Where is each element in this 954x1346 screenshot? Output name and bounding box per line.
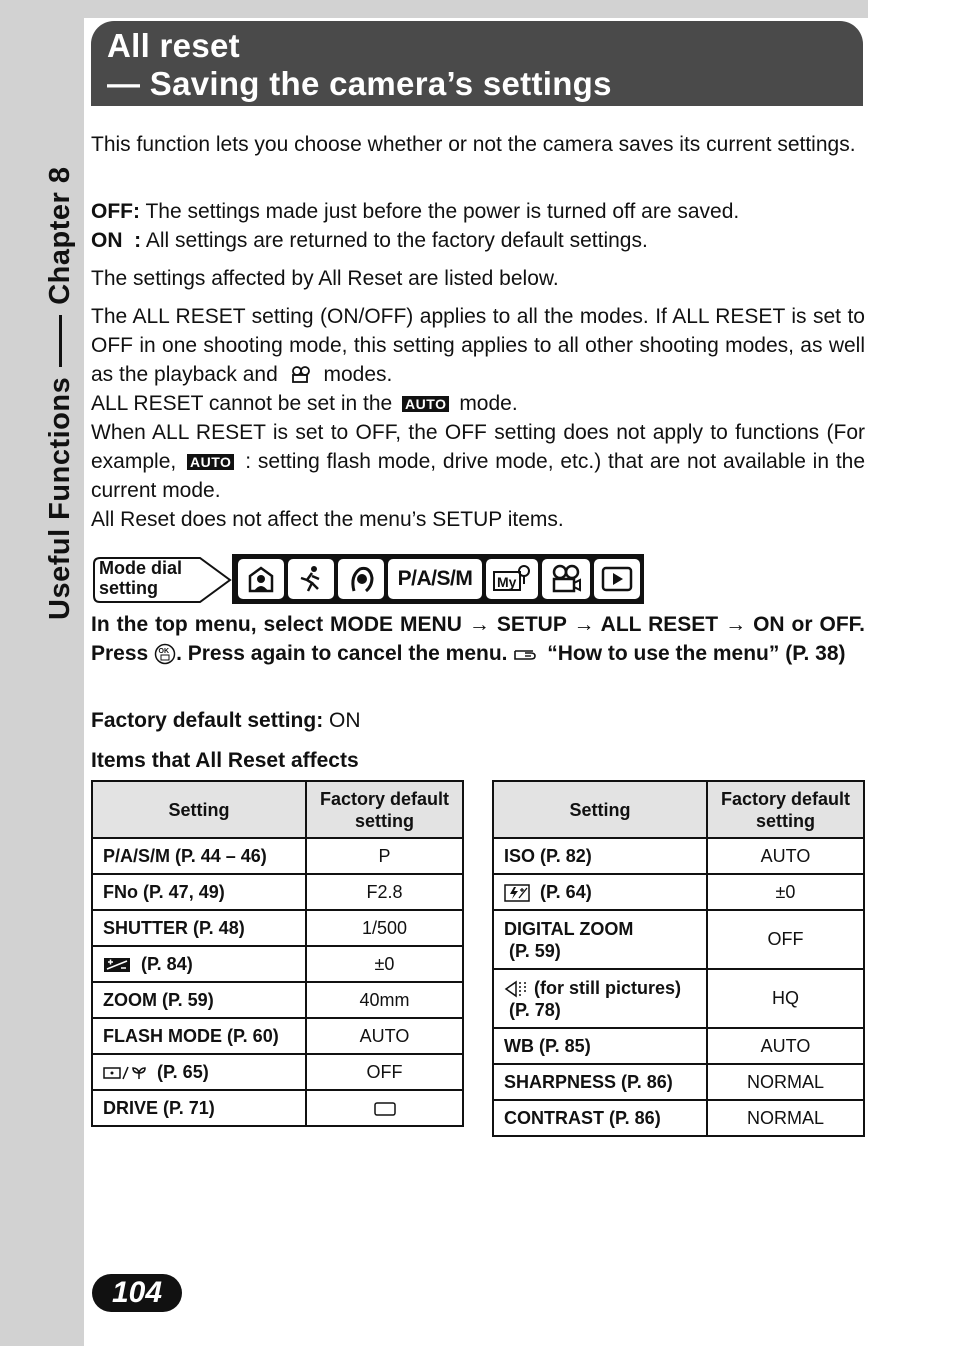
setting-text: (P. 64) (540, 881, 592, 902)
table-row (493, 1100, 864, 1136)
page-number: 104 (92, 1274, 182, 1312)
setting-text: (P. 65) (157, 1061, 209, 1082)
setting-cell: WB (P. 85) (493, 1028, 707, 1064)
value-cell: ±0 (707, 874, 864, 910)
table-row (493, 1064, 864, 1100)
setting-cell: DRIVE (P. 71) (92, 1090, 306, 1126)
note-3-end: : setting flash mode, drive mode, etc.) that are not available in the current mode. (91, 450, 866, 502)
header-factory-l1: Factory default (319, 788, 450, 809)
instr-part6: “How to use the menu” (P. 38) (547, 642, 846, 665)
instr-part4: ON or OFF. Press (91, 613, 866, 665)
header-setting: Setting (493, 781, 707, 838)
pasm-icon: P/A/S/M (388, 559, 482, 599)
factory-default-value: ON (329, 709, 361, 732)
setting-cell (493, 910, 707, 969)
top-strip (84, 0, 868, 18)
setting-cell: P/A/S/M (P. 44 – 46) (92, 838, 306, 874)
chapter-label (40, 140, 80, 620)
spot-macro-icon (103, 1065, 149, 1081)
my-mode-icon (486, 559, 538, 599)
page-header (88, 18, 866, 106)
table-row (92, 874, 463, 910)
table-row (493, 1028, 864, 1064)
note-2-end: mode. (459, 392, 518, 415)
table-row (92, 1054, 463, 1090)
setting-cell: SHUTTER (P. 48) (92, 910, 306, 946)
movie-icon (290, 366, 312, 384)
table-row (92, 982, 463, 1018)
setting-cell: FNo (P. 47, 49) (92, 874, 306, 910)
value-cell: AUTO (707, 1028, 864, 1064)
table-row (92, 838, 463, 874)
on-text: All settings are returned to the factory default settings. (145, 229, 648, 252)
mode-icons-bar (232, 554, 644, 604)
value-cell: AUTO (306, 1018, 463, 1054)
header-factory (707, 781, 864, 838)
header-setting: Setting (92, 781, 306, 838)
auto-mode-icon: AUTO (402, 396, 449, 412)
instr-part2: SETUP (496, 613, 567, 636)
setting-cell: ZOOM (P. 59) (92, 982, 306, 1018)
setting-cell: CONTRAST (P. 86) (493, 1100, 707, 1136)
header-factory-l1: Factory default (720, 788, 851, 809)
factory-default-label: Factory default setting: (91, 709, 324, 732)
table-row (92, 946, 463, 982)
on-line (91, 226, 865, 255)
setting-text: (for still pictures) (534, 977, 682, 998)
table-row (92, 1018, 463, 1054)
mode-dial-line2: setting (99, 578, 159, 598)
header-factory-l2: setting (354, 810, 414, 831)
arrow-icon: → (573, 613, 595, 636)
playback-icon (594, 559, 640, 599)
auto-mode-icon: AUTO (187, 454, 234, 470)
header-factory-l2: setting (755, 810, 815, 831)
setting-cell (493, 874, 707, 910)
setting-text-2: (P. 59) (509, 940, 561, 961)
settings-table-right (492, 780, 865, 1137)
value-cell: OFF (306, 1054, 463, 1090)
flash-intensity-icon (504, 884, 530, 902)
sports-icon (288, 559, 334, 599)
svg-text:My: My (497, 574, 517, 590)
value-cell: AUTO (707, 838, 864, 874)
note-1 (91, 302, 865, 389)
svg-text:OK: OK (158, 648, 170, 656)
table-row (493, 838, 864, 874)
value-cell: HQ (707, 969, 864, 1028)
instr-part3: ALL RESET (600, 613, 719, 636)
note-3 (91, 418, 865, 505)
mode-dial-label (92, 556, 232, 604)
setting-cell: FLASH MODE (P. 60) (92, 1018, 306, 1054)
exposure-compensation-icon (103, 957, 131, 973)
movie-mode-icon (542, 559, 590, 599)
arrow-icon: → (725, 613, 747, 636)
items-heading: Items that All Reset affects (91, 749, 359, 772)
value-cell: NORMAL (707, 1100, 864, 1136)
reference-hand-icon (513, 645, 541, 663)
note-2 (91, 389, 865, 418)
value-cell: ±0 (306, 946, 463, 982)
arrow-icon: → (468, 613, 490, 636)
note-4: All Reset does not affect the menu’s SETUP items. (91, 508, 564, 531)
image-quality-icon (504, 980, 532, 998)
mode-dial-line1: Mode dial (99, 558, 183, 578)
value-cell: OFF (707, 910, 864, 969)
chapter-name: Chapter 8 (43, 166, 76, 305)
chapter-divider (59, 315, 62, 367)
table-row (92, 1090, 463, 1126)
setting-text: DIGITAL ZOOM (504, 918, 634, 939)
table-row (493, 969, 864, 1028)
instr-part5: . Press again to cancel the menu. (176, 642, 508, 665)
note-1-end: modes. (323, 363, 393, 386)
note-3-text: When ALL RESET is set to OFF, the OFF setting does not apply to functions (For example, (91, 421, 865, 473)
value-cell: 40mm (306, 982, 463, 1018)
setting-cell (92, 946, 306, 982)
intro-text: This function lets you choose whether or not the camera saves its current settings. (91, 133, 856, 156)
portrait-icon (238, 559, 284, 599)
on-key: ON : (91, 229, 142, 252)
setting-cell (493, 969, 707, 1028)
table-row (493, 910, 864, 969)
settings-table-left (91, 780, 464, 1127)
setting-cell: ISO (P. 82) (493, 838, 707, 874)
setting-cell: SHARPNESS (P. 86) (493, 1064, 707, 1100)
ok-button-icon (154, 643, 176, 665)
off-text: The settings made just before the power is turned off are saved. (145, 200, 740, 223)
setting-cell (92, 1054, 306, 1090)
value-cell: 1/500 (306, 910, 463, 946)
table-header-row (493, 781, 864, 838)
table-row (92, 910, 463, 946)
factory-default (91, 706, 865, 735)
page-subtitle: — Saving the camera’s settings (107, 65, 612, 102)
value-cell (306, 1090, 463, 1126)
header-factory (306, 781, 463, 838)
setting-text: (P. 84) (141, 953, 193, 974)
night-scene-icon (338, 559, 384, 599)
off-line (91, 197, 865, 226)
off-key: OFF: (91, 200, 140, 223)
note-1-text: The ALL RESET setting (ON/OFF) applies to all the modes. If ALL RESET is set to OFF in one shooting mode, this setting applies to all other shooting modes, as well as the playback and (91, 305, 865, 386)
value-cell: F2.8 (306, 874, 463, 910)
mode-dial-text (99, 558, 182, 598)
instr-part1: In the top menu, select MODE MENU (91, 613, 462, 636)
instruction-text (91, 610, 865, 668)
note-2-text: ALL RESET cannot be set in the (91, 392, 393, 415)
setting-text-2: (P. 78) (509, 999, 561, 1020)
affected-text: The settings affected by All Reset are listed below. (91, 267, 559, 290)
table-header-row (92, 781, 463, 838)
value-cell: P (306, 838, 463, 874)
table-row (493, 874, 864, 910)
single-frame-drive-icon (374, 1102, 396, 1116)
section-name: Useful Functions (43, 376, 76, 620)
page-title: All reset (107, 27, 240, 64)
value-cell: NORMAL (707, 1064, 864, 1100)
